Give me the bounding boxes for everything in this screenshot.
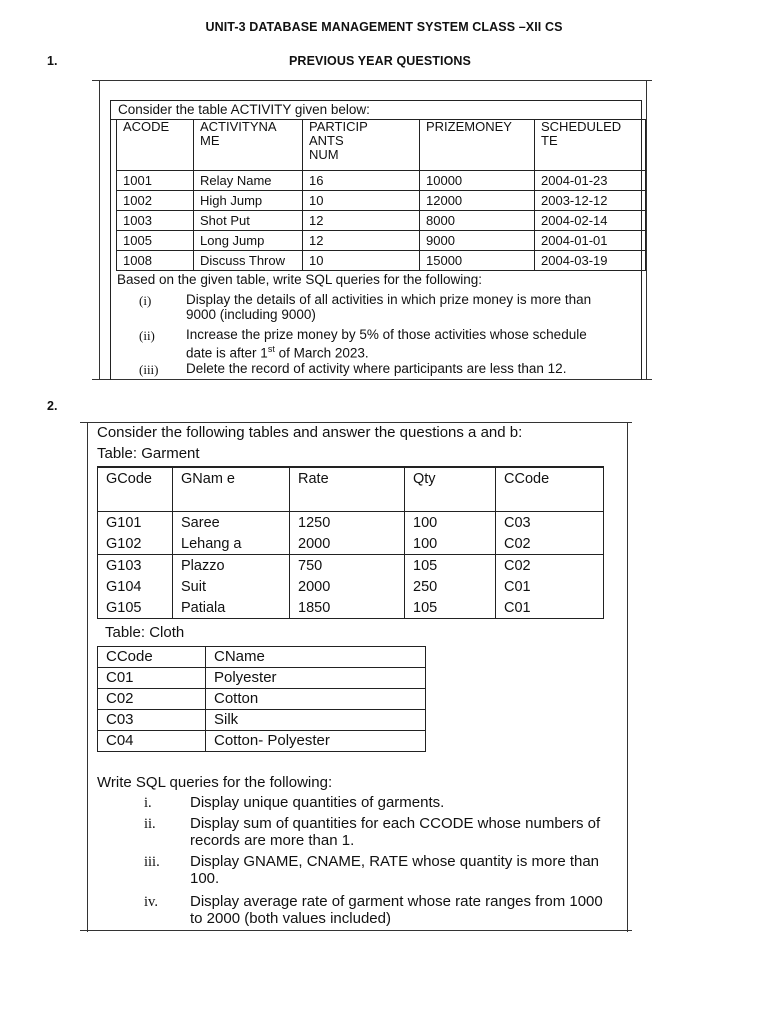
q1-intro: Consider the table ACTIVITY given below: [118, 102, 370, 117]
col-acode: ACODE [117, 120, 194, 171]
q2-question-number: ii. [144, 816, 156, 832]
table-row: C03 Silk [98, 710, 426, 731]
cloth-table [97, 646, 426, 752]
col-rate: Rate [290, 467, 405, 512]
table-row: 1005 Long Jump 12 9000 2004-01-01 [117, 231, 646, 251]
page-subtitle: PREVIOUS YEAR QUESTIONS [289, 54, 471, 68]
q2-question-4: Display average rate of garment whose rate ranges from 1000 to 2000 (both values included) [190, 893, 603, 927]
table-row: 1008 Discuss Throw 10 15000 2004-03-19 [117, 251, 646, 271]
table-row: G102 Lehang a 2000 100 C02 [98, 533, 604, 555]
q1-instructions: Based on the given table, write SQL queries for the following: [117, 272, 482, 287]
q2-question-number: iv. [144, 894, 158, 910]
q1-frame-top [92, 80, 652, 81]
q1-question-2: Increase the prize money by 5% of those activities whose schedule date is after 1st of March 2023. [186, 327, 587, 361]
table-row: G103 Plazzo 750 105 C02 [98, 555, 604, 577]
q1-question-number: (i) [139, 293, 152, 308]
table-row: G104 Suit 2000 250 C01 [98, 576, 604, 597]
garment-header-row [98, 467, 604, 512]
question-number-2: 2. [47, 399, 58, 413]
q2-frame-top [80, 422, 632, 423]
q2-question-2: Display sum of quantities for each CCODE whose numbers of records are more than 1. [190, 815, 601, 849]
q1-question-3: Delete the record of activity where participants are less than 12. [186, 361, 567, 376]
q2-question-number: iii. [144, 854, 160, 870]
col-ccode: CCode [98, 647, 206, 668]
q1-question-number: (ii) [139, 328, 155, 343]
question-number-1: 1. [47, 54, 58, 68]
garment-table [97, 466, 604, 619]
q1-question-number: (iii) [139, 362, 159, 377]
q2-instructions: Write SQL queries for the following: [97, 774, 333, 791]
table-row: G101 Saree 1250 100 C03 [98, 512, 604, 534]
table-row: 1001 Relay Name 16 10000 2004-01-23 [117, 171, 646, 191]
q2-question-3: Display GNAME, CNAME, RATE whose quantity is more than 100. [190, 853, 600, 887]
garment-table-title: Table: Garment [97, 445, 200, 462]
col-cname: CName [206, 647, 426, 668]
q2-intro: Consider the following tables and answer the questions a and b: [97, 424, 523, 441]
table-row: C02 Cotton [98, 689, 426, 710]
q1-question-1: Display the details of all activities in which prize money is more than 9000 (including 9000) [186, 292, 592, 322]
cloth-table-title: Table: Cloth [105, 624, 185, 641]
col-qty: Qty [405, 467, 496, 512]
col-ccode: CCode [496, 467, 604, 512]
table-row: 1002 High Jump 10 12000 2003-12-12 [117, 191, 646, 211]
col-prizemoney: PRIZEMONEY [420, 120, 535, 171]
col-gname: GNam e [173, 467, 290, 512]
table-row: 1003 Shot Put 12 8000 2004-02-14 [117, 211, 646, 231]
table-row: C04 Cotton- Polyester [98, 731, 426, 752]
col-activityname: ACTIVITYNA ME [194, 120, 303, 171]
col-scheduledate: SCHEDULED TE [535, 120, 646, 171]
q2-question-1: Display unique quantities of garments. [190, 794, 445, 811]
col-gcode: GCode [98, 467, 173, 512]
q2-question-number: i. [144, 795, 152, 811]
col-participantsnum: PARTICIP ANTS NUM [303, 120, 420, 171]
table-row: G105 Patiala 1850 105 C01 [98, 597, 604, 619]
cloth-header-row [98, 647, 426, 668]
table-row: C01 Polyester [98, 668, 426, 689]
q2-frame-bottom [80, 930, 632, 931]
page-title: UNIT-3 DATABASE MANAGEMENT SYSTEM CLASS –XII CS [205, 20, 563, 34]
activity-table [116, 119, 646, 271]
activity-header-row [117, 120, 646, 171]
